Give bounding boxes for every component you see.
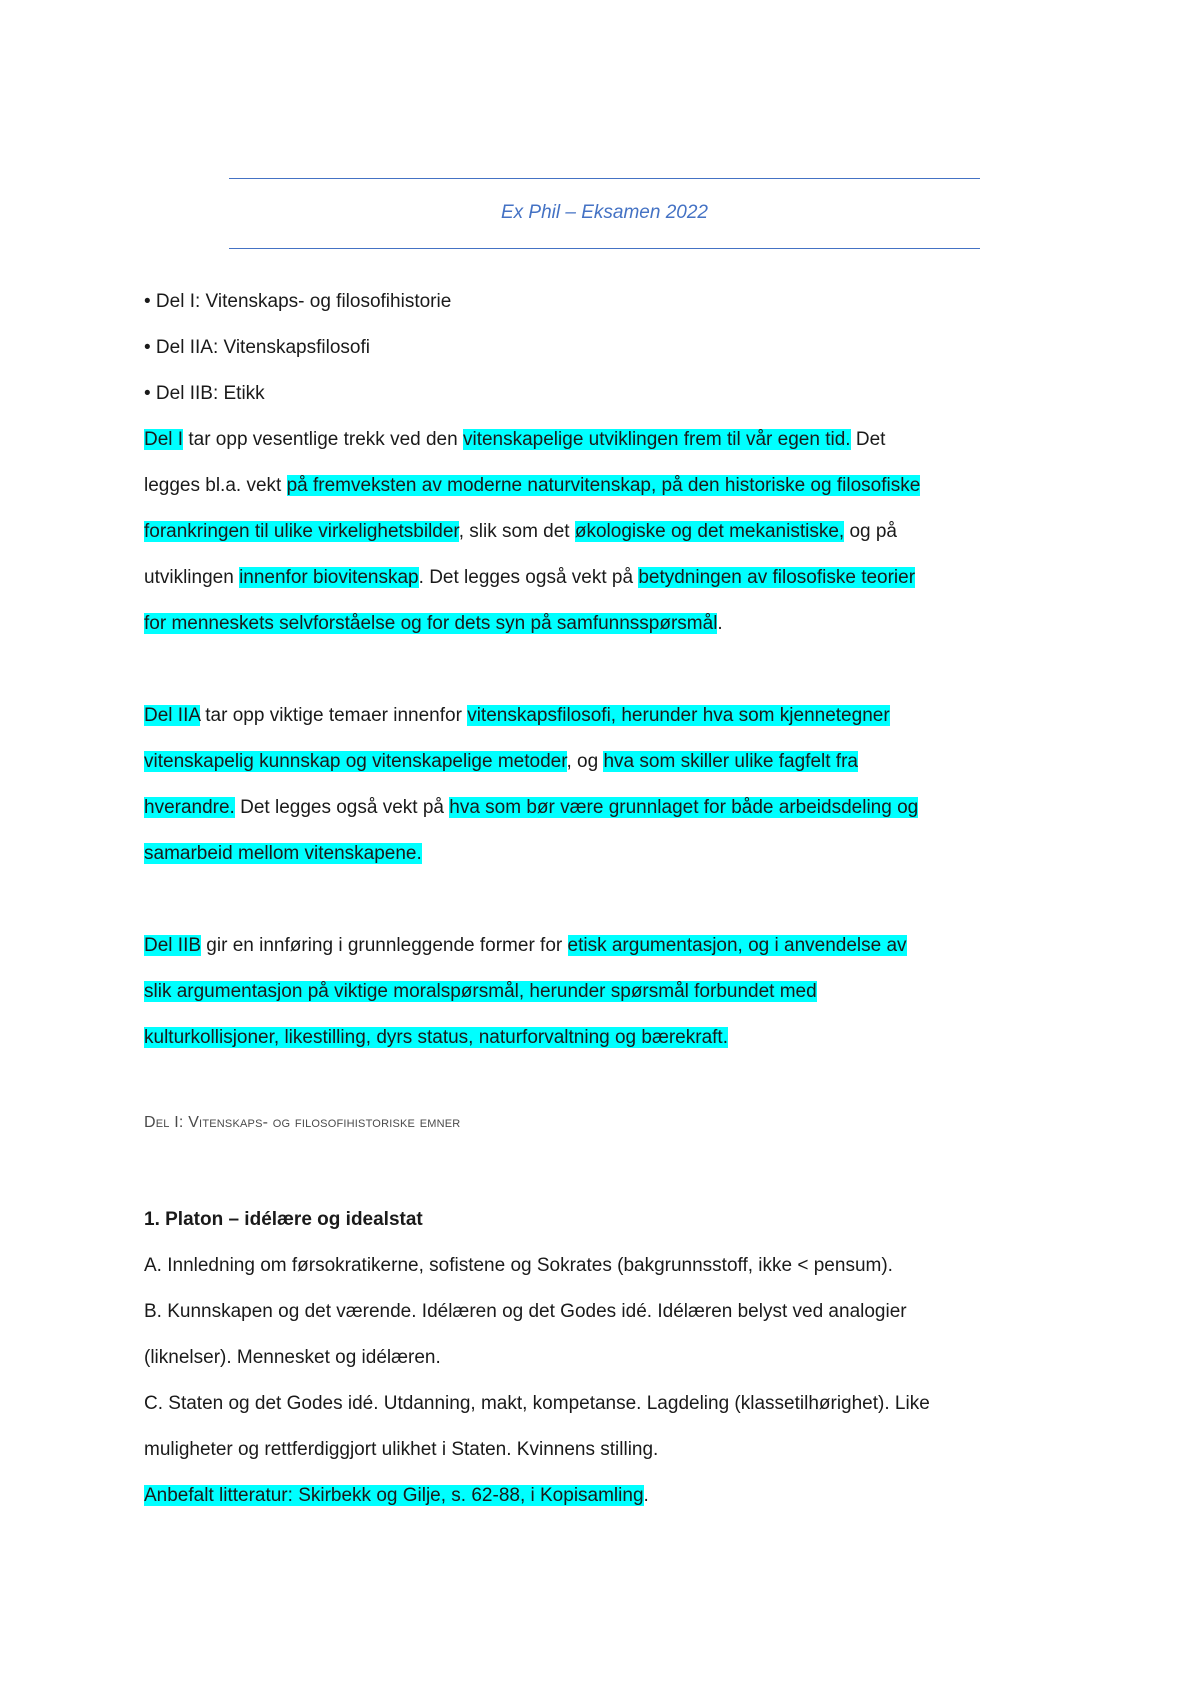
- del1-line-3: forankringen til ulike virkelighetsbilder, slik som det økologiske og det mekanistiske, og på: [144, 521, 897, 542]
- platon-title: 1. Platon – idélære og idealstat: [144, 1209, 423, 1230]
- del1-line-5: for menneskets selvforståelse og for dets syn på samfunnsspørsmål.: [144, 613, 723, 634]
- del1-line-4: utviklingen innenfor biovitenskap. Det legges også vekt på betydningen av filosofiske teorier: [144, 567, 916, 588]
- platon-c-line-1: C. Staten og det Godes idé. Utdanning, makt, kompetanse. Lagdeling (klassetilhørighet). Like: [144, 1393, 930, 1414]
- del2a-line-2: vitenskapelig kunnskap og vitenskapelige metoder, og hva som skiller ulike fagfelt fra: [144, 751, 858, 772]
- del2b-line-3: kulturkollisjoner, likestilling, dyrs status, naturforvaltning og bærekraft.: [144, 1027, 728, 1048]
- del1-line-2: legges bl.a. vekt på fremveksten av moderne naturvitenskap, på den historiske og filosofiske: [144, 475, 921, 496]
- del2a-line-1: Del IIA tar opp viktige temaer innenfor vitenskapsfilosofi, herunder hva som kjennetegner: [144, 705, 890, 726]
- del2a-line-3: hverandre. Det legges også vekt på hva som bør være grunnlaget for både arbeidsdeling og: [144, 797, 919, 818]
- platon-b-line-1: B. Kunnskapen og det værende. Idélæren og det Godes idé. Idélæren belyst ved analogier: [144, 1301, 907, 1322]
- del2a-line-4: samarbeid mellom vitenskapene.: [144, 843, 422, 864]
- header-rule-top: [229, 178, 980, 179]
- del2b-line-1: Del IIB gir en innføring i grunnleggende former for etisk argumentasjon, og i anvendelse av: [144, 935, 907, 956]
- platon-literature: Anbefalt litteratur: Skirbekk og Gilje, s. 62-88, i Kopisamling.: [144, 1485, 649, 1506]
- del1-line-1: Del I tar opp vesentlige trekk ved den vitenskapelige utviklingen frem til vår egen tid. Det: [144, 429, 886, 450]
- bullet-del-2a: • Del IIA: Vitenskapsfilosofi: [144, 337, 370, 358]
- platon-a: A. Innledning om førsokratikerne, sofistene og Sokrates (bakgrunnsstoff, ikke < pensum).: [144, 1255, 893, 1276]
- header-rule-bottom: [229, 248, 980, 249]
- del2b-line-2: slik argumentasjon på viktige moralspørsmål, herunder spørsmål forbundet med: [144, 981, 817, 1002]
- bullet-del-1: • Del I: Vitenskaps- og filosofihistorie: [144, 291, 452, 312]
- section-heading: Del I: Vitenskaps- og filosofihistoriske emner: [144, 1114, 461, 1131]
- platon-b-line-2: (liknelser). Mennesket og idélæren.: [144, 1347, 441, 1368]
- platon-c-line-2: muligheter og rettferdiggjort ulikhet i Staten. Kvinnens stilling.: [144, 1439, 659, 1460]
- bullet-del-2b: • Del IIB: Etikk: [144, 383, 265, 404]
- document-title: Ex Phil – Eksamen 2022: [500, 202, 708, 223]
